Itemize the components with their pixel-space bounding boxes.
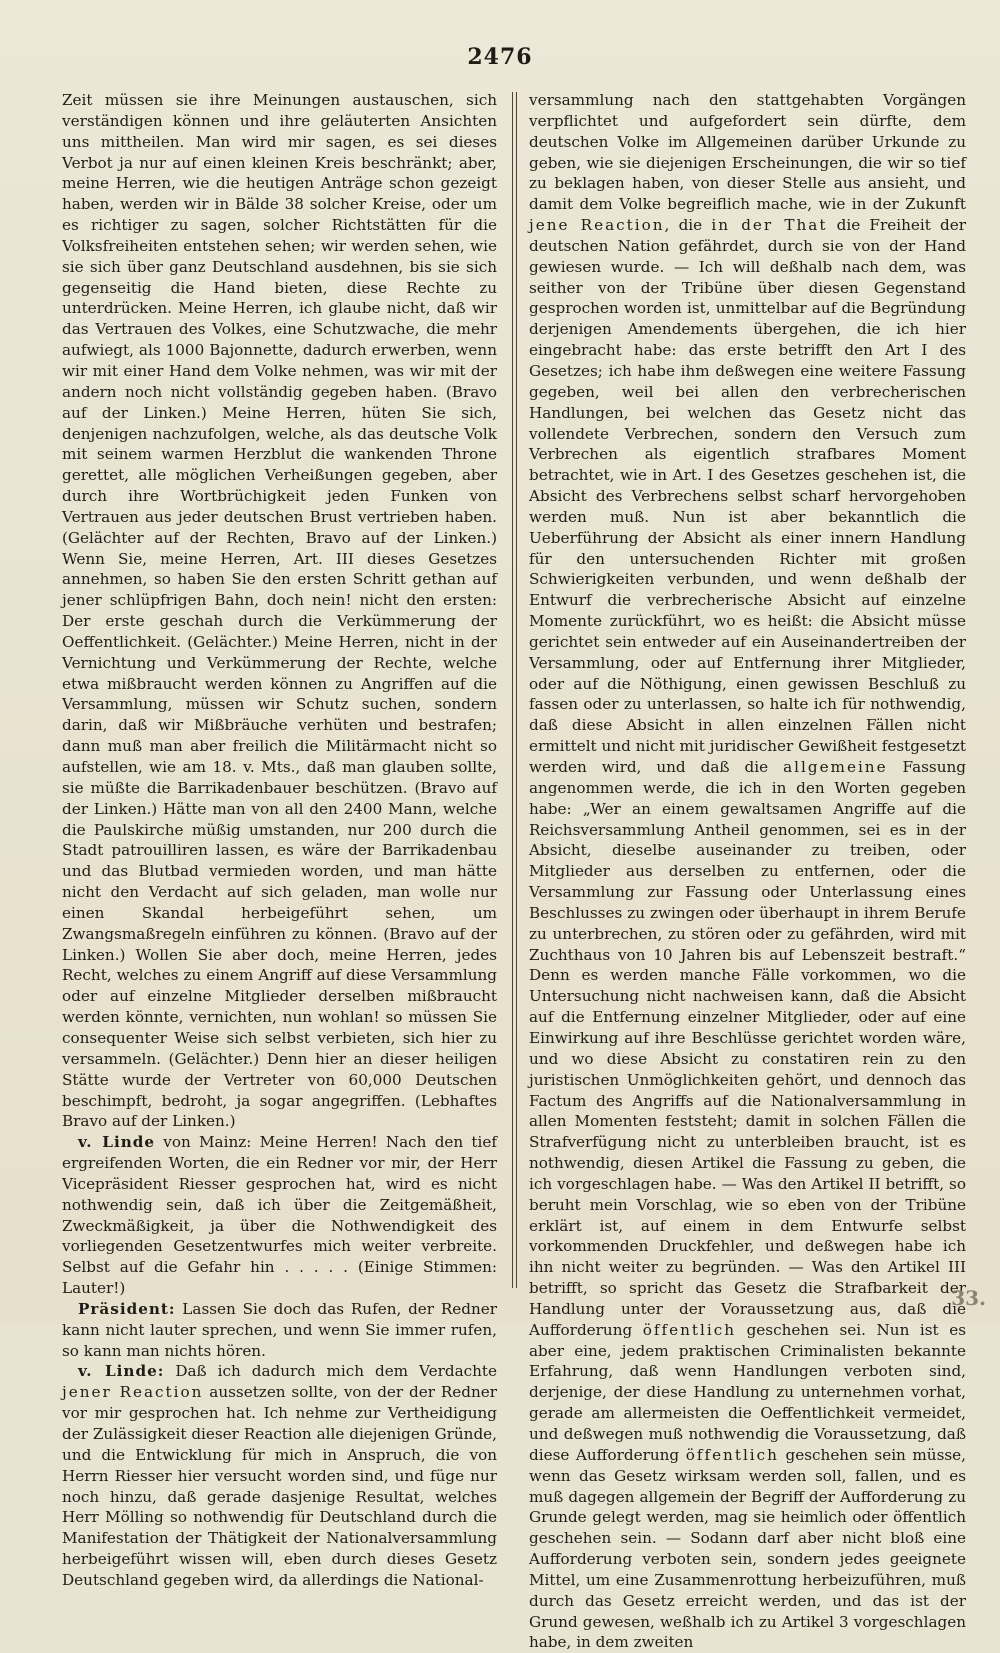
speech-text: aussetzen sollte, von der der Redner vor mir gesprochen hat. Ich nehme zur Vertheidigung der Zulässigkeit dieser Reaction alle diejenigen Gründe, und die Entwicklung für mich in Anspruch, die von Herrn Riesser hier versucht worden sind, und füge nur noch hinzu, daß gerade dasjenige Resultat, welches Herr Mölling so nothwendig für Deutschland durch die Manifestation der Thätigkeit der Nationalversammlung herbeigeführt wissen will, eben durch dieses Gesetz Deutschland gegeben wird, da allerdings die National- [62,1383,497,1589]
speech-text: die Freiheit der deutschen Nation gefährdet, durch sie von der Hand gewiesen wurde. — Ich will deßhalb nach dem, was seither von der Tribüne über diesen Gegenstand gesprochen worden ist, unmittelbar auf die Begründung derjenigen Amendements übergehen, die ich hier eingebracht habe: das erste betrifft den Art I des Gesetzes; ich habe ihm deßwegen eine weitere Fassung gegeben, weil bei allen den verbrecherischen Handlungen, bei welchen das Gesetz nicht das vollendete Verbrechen, sondern den Versuch zum Verbrechen als eigentlich strafbares Moment betrachtet, wie in Art. I des Gesetzes geschehen ist, die Absicht des Verbrechens selbst scharf hervorgehoben werden muß. Nun ist aber bekanntlich die Ueberführung der Absicht als einer innern Handlung für den untersuchenden Richter mit großen Schwierigkeiten verbunden, und wenn deßhalb der Entwurf die verbrecherische Absicht auf einzelne Momente zurückführt, wo es heißt: die Absicht müsse gerichtet sein entweder auf ein Auseinandertreiben der Versammlung, oder auf Entfernung ihrer Mitglieder, oder auf die Nöthigung, einen gewissen Beschluß zu fassen oder zu unterlassen, so halte ich für nothwendig, daß diese Absicht in allen einzelnen Fällen nicht ermittelt und nicht mit juridischer Gewißheit festgesetzt werden wird, und daß die [529,216,966,776]
speech-text: Lassen Sie doch das Rufen, der Redner kann nicht lauter sprechen, und wenn Sie immer rufen, so kann man nichts hören. [62,1299,497,1360]
emphasized-text: jene Reaction [529,216,665,235]
speech-text: Daß ich dadurch mich dem Verdachte [164,1362,498,1381]
page-number: 2476 [467,44,533,70]
speech-text: geschehen sei. Nun ist es aber eine, jedem praktischen Criminalisten bekannte Erfahrung, daß wenn Handlungen verboten sind, derjenige, der diese Handlung zu unternehmen vorhat, gerade am allermeisten die Oeffentlichkeit vermeidet, und deßwegen muß nothwendig die Voraussetzung, daß diese Aufforderung [529,1320,967,1464]
speech-text: versammlung nach den stattgehabten Vorgängen verpflichtet und aufgefordert sein dürfte, dem deutschen Volke im Allgemeinen darüber Urkunde zu geben, wie sie diejenigen Erscheinungen, die wir so tief zu beklagen haben, von dieser Stelle aus ansieht, und damit dem Volke begreiflich mache, wie in der Zukunft [529,91,966,214]
left-column [62,90,498,1589]
left-paragraph-1: Zeit müssen sie ihre Meinungen austauschen, sich verständigen können und ihre geläuterten Ansichten uns mittheilen. Man wird mir sagen, es sei dieses Verbot ja nur auf einen kleinen Kreis beschränkt; aber, meine Herren, wie die heutigen Anträge schon gezeigt haben, werden wir in Bälde 38 solcher Kreise, oder um es richtiger zu sagen, solcher Richtstätten für die Volksfreiheiten entstehen sehen; wir werden sehen, wie sie sich über ganz Deutschland ausdehnen, bis sie sich gegenseitig die Hand bieten, diese Rechte zu unterdrücken. Meine Herren, ich glaube nicht, daß wir das Vertrauen des Volkes, eine Schutzwache, die mehr aufwiegt, als 1000 Bajonnette, dadurch erwerben, wenn wir mit einer Hand dem Volke nehmen, was wir mit der andern noch nicht vollständig gegeben haben. (Bravo auf der Linken.) Meine Herren, hüten Sie sich, denjenigen nachzufolgen, welche, als das deutsche Volk mit seinem warmen Herzblut die wankenden Throne gerettet, alle möglichen Verheißungen gegeben, aber durch ihre Wortbrüchigkeit jeden Funken von Vertrauen aus jeder deutschen Brust vertrieben haben. (Gelächter auf der Rechten, Bravo auf der Linken.) Wenn Sie, meine Herren, Art. III dieses Gesetzes annehmen, so haben Sie den ersten Schritt gethan auf jener schlüpfrigen Bahn, doch nein! nicht den ersten: Der erste geschah durch die Verkümmerung der Oeffentlichkeit. (Gelächter.) Meine Herren, nicht in der Vernichtung und Verkümmerung der Rechte, welche etwa mißbraucht werden können zu Angriffen auf die Versammlung, müssen wir Schutz suchen, sondern darin, daß wir Mißbräuche verhüten und bestrafen; dann muß man aber freilich die Militärmacht nicht so aufstellen, wie am 18. v. Mts., daß man glauben sollte, sie müßte die Barrikadenbauer beschützen. (Bravo auf der Linken.) Hätte man von all den 2400 Mann, welche die Paulskirche müßig umstanden, nur 200 durch die Stadt patrouilliren lassen, es wäre der Barrikadenbau und das Blutbad vermieden worden, und man hätte nicht den Verdacht auf sich geladen, man wolle nur einen Skandal herbeigeführt sehen, um Zwangsmaßregeln einführen zu können. (Bravo auf der Linken.) Wollen Sie aber doch, meine Herren, jedes Recht, welches zu einem Angriff auf diese Versammlung oder auf einzelne Mitglieder derselben mißbraucht werden könnte, vernichten, nun wohlan! so müssen Sie consequenter Weise sich selbst verbieten, sich hier zu versammeln. (Gelächter.) Denn hier an dieser heiligen Stätte wurde der Vertreter von 60,000 Deutschen beschimpft, bedroht, ja sogar angegriffen. (Lebhaftes Bravo auf der Linken.) [62,91,497,1131]
left-paragraph-4 [62,1361,497,1590]
speaker-name: Präsident: [78,1299,176,1318]
signature-mark: 33. [951,1286,986,1310]
right-paragraph-1 [529,90,966,1653]
column-divider [512,92,513,1288]
emphasized-text: öffentlich [685,1445,779,1464]
emphasized-text: jener Reaction [62,1383,204,1402]
speech-text: Fassung angenommen werde, die ich in den Worten gegeben habe: „Wer an einem gewaltsamen Angriffe auf die Reichsversammlung Antheil genommen, sei es in der Absicht, dieselbe auseinander zu treiben, oder Mitglieder aus derselben zu entfernen, oder die Versammlung zur Fassung oder Unterlassung eines Beschlusses zu zwingen oder überhaupt in ihrem Berufe zu unterbrechen, zu stören oder zu gefährden, wird mit Zuchthaus von 10 Jahren bis auf Lebenszeit bestraft.“ Denn es werden manche Fälle vorkommen, wo die Untersuchung nicht nachweisen kann, daß die Absicht auf die Entfernung einzelner Mitglieder, oder auf eine Einwirkung auf ihre Beschlüsse gerichtet worden wäre, und wo diese Absicht zu constatiren rein zu den juristischen Unmöglichkeiten gehört, und dennoch das Factum des Angriffs auf die Nationalversammlung in allen Momenten feststeht; damit in solchen Fällen die Strafverfügung nicht zu unterbleiben braucht, ist es nothwendig, diesen Artikel die Fassung zu geben, die ich vorgeschlagen habe. — Was den Artikel II betrifft, so beruht mein Vorschlag, wie so eben von der Tribüne erklärt ist, auf einem in dem Entwurfe selbst vorkommenden Druckfehler, und deßwegen habe ich ihn nicht weiter zu begründen. — Was den Artikel III betrifft, so spricht das Gesetz die Strafbarkeit der Handlung unter der Voraussetzung aus, daß die Aufforderung [529,758,966,1339]
emphasized-text: allgemeine [783,758,888,776]
speech-text: von Mainz: Meine Herren! Nach den tief ergreifenden Worten, die ein Redner vor mir, der Herr Vicepräsident Riesser gesprochen hat, wird es nicht nothwendig sein, daß ich über die Zeitgemäßheit, Zweckmäßigkeit, ja über die Nothwendigkeit des vorliegenden Gesetzentwurfes mich weiter verbreite. Selbst auf die Gefahr hin . . . . . (Einige Stimmen: Lauter!) [62,1133,497,1298]
emphasized-text: in der That [711,216,828,235]
speech-text: , die [664,216,712,235]
speaker-name: v. Linde [78,1133,156,1152]
left-paragraph-2 [62,1132,497,1299]
right-column [529,90,967,1652]
emphasized-text: öffentlich [642,1320,737,1339]
speaker-name: v. Linde: [78,1362,165,1381]
speech-text: geschehen sein müsse, wenn das Gesetz wirksam werden soll, fallen, und es muß dagegen allgemein der Begriff der Aufforderung zu Grunde gelegt werden, mag sie heimlich oder öffentlich geschehen sein. — Sodann darf aber nicht bloß eine Aufforderung verboten sein, sondern jedes geeignete Mittel, um eine Zusammenrottung herbeizuführen, muß durch das Gesetz erreicht werden, und das ist der Grund gewesen, weßhalb ich zu Artikel 3 vorgeschlagen habe, in dem zweiten [529,1445,966,1652]
left-paragraph-3 [62,1299,497,1362]
